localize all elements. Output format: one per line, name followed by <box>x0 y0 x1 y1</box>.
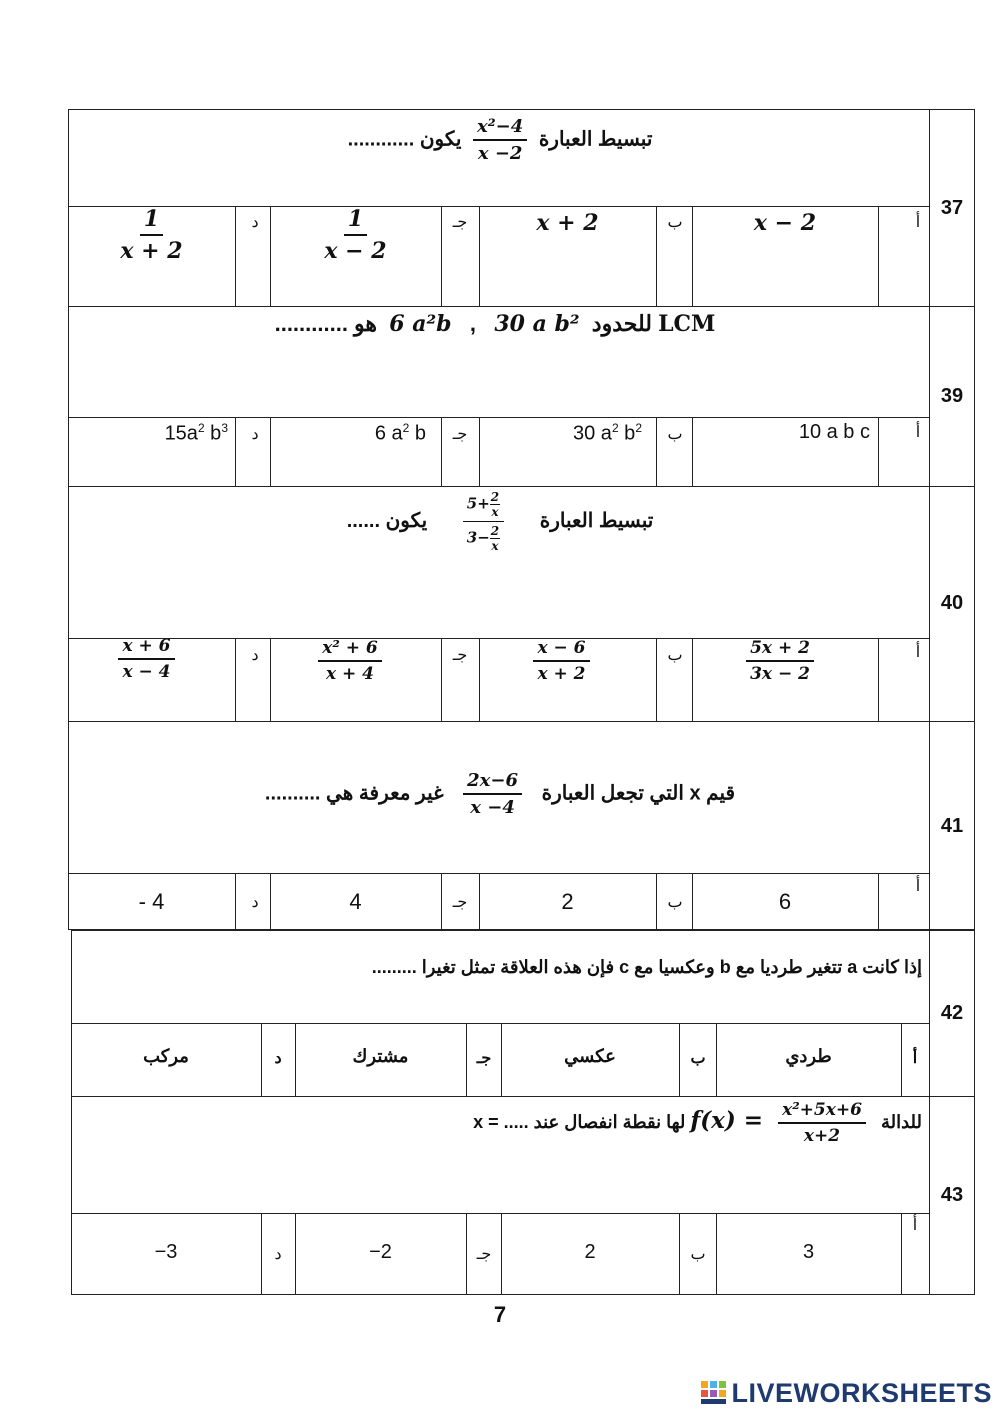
term: 30 a b² <box>494 311 580 337</box>
fraction-denominator: 3x − 2 <box>750 664 810 684</box>
fraction-numerator: 5+ $\frac{2}{x}$ <box>463 490 504 522</box>
question-text-part: للحدود <box>591 311 652 336</box>
option-label-c: جـ <box>476 1050 492 1067</box>
fraction-numerator: 2x−6 <box>463 770 522 795</box>
fraction-denominator: x + 2 <box>537 664 586 684</box>
fraction-numerator: x²+5x+6 <box>778 1100 866 1124</box>
fraction-numerator: 5x + 2 <box>746 638 814 662</box>
option-label-a: أ <box>915 878 921 895</box>
question-number: 43 <box>940 1184 964 1206</box>
cell-divider <box>656 417 657 486</box>
complex-fraction <box>463 490 504 553</box>
cell-divider <box>692 417 693 486</box>
cell-divider <box>878 638 879 721</box>
fraction <box>318 638 382 684</box>
question-text: إذا كانت a تتغير طرديا مع b وعكسيا مع c فإن هذه العلاقة تمثل تغيرا ......... <box>371 957 922 977</box>
option-c[interactable] <box>270 638 430 684</box>
option-label-d: د <box>251 894 259 911</box>
option-label-d: د <box>251 647 259 664</box>
question-text-part: لها نقطة انفصال عند ..... = x <box>473 1111 686 1132</box>
fraction <box>533 638 589 684</box>
fraction-numerator: x − 6 <box>533 638 589 662</box>
row-divider <box>68 486 975 487</box>
options-divider <box>71 1023 929 1024</box>
question-number: 39 <box>940 385 964 407</box>
question-text-part: غير معرفة هي .......... <box>264 782 444 805</box>
option-a[interactable]: x − 2 <box>753 210 817 236</box>
option-label-d: د <box>251 214 259 231</box>
cell-divider <box>878 206 879 306</box>
option-label-a: أ <box>915 424 921 441</box>
option-label-b: ب <box>690 1050 706 1067</box>
row-divider <box>71 1096 975 1097</box>
lcm-label: LCM <box>658 311 716 337</box>
cell-divider <box>656 638 657 721</box>
question-number: 37 <box>940 197 964 219</box>
option-d[interactable]: - 4 <box>138 889 165 914</box>
cell-divider <box>679 1023 680 1096</box>
question-text-part: يكون ...... <box>346 509 428 532</box>
question-text <box>200 311 790 337</box>
question-text <box>290 490 710 553</box>
number-column-divider <box>929 109 930 930</box>
option-c[interactable]: مشترك <box>352 1046 409 1066</box>
option-label-b: ب <box>667 426 683 443</box>
function-label: f(x) = <box>690 1106 764 1134</box>
option-c[interactable] <box>270 206 441 264</box>
option-a[interactable]: 6 <box>778 889 792 914</box>
option-label-b: ب <box>667 647 683 664</box>
cell-divider <box>235 206 236 306</box>
cell-divider <box>235 873 236 930</box>
option-a[interactable]: طردي <box>785 1046 832 1066</box>
question-text <box>220 770 780 818</box>
option-b[interactable]: 2 <box>584 1241 596 1263</box>
options-divider <box>68 417 929 418</box>
option-label-c: جـ <box>452 647 468 664</box>
brand-name: LIVEWORKSHEETS <box>731 1378 992 1408</box>
fraction <box>320 206 390 264</box>
liveworksheets-logo-icon <box>701 1381 727 1405</box>
fraction <box>116 206 186 264</box>
option-label-a: أ <box>915 644 921 661</box>
cell-divider <box>441 873 442 930</box>
option-label-a: أ <box>912 1217 918 1234</box>
cell-divider <box>466 1213 467 1295</box>
option-b[interactable]: 30 $a^2$ $b^2$ <box>573 421 642 445</box>
option-label-b: ب <box>690 1246 706 1263</box>
fraction-denominator: x −4 <box>470 797 515 818</box>
option-label-b: ب <box>667 214 683 231</box>
fraction-numerator: x² + 6 <box>318 638 382 662</box>
options-divider <box>68 873 929 874</box>
option-d[interactable] <box>68 206 235 264</box>
fraction-numerator: 1 <box>344 206 367 236</box>
option-a[interactable]: 10 a b c <box>798 421 870 443</box>
fraction-denominator: x + 4 <box>325 664 375 684</box>
fraction-denominator: x + 2 <box>120 238 183 264</box>
option-a[interactable] <box>692 638 868 684</box>
cell-divider <box>656 206 657 306</box>
fraction-denominator: x −2 <box>477 143 523 164</box>
cell-divider <box>466 1023 467 1096</box>
option-c[interactable]: 6 $a^2$ b <box>374 421 426 445</box>
fraction <box>746 638 814 684</box>
question-text-part: يكون ............ <box>347 128 462 151</box>
cell-divider <box>270 417 271 486</box>
question-text-part: هو ............ <box>274 311 378 336</box>
cell-divider <box>441 206 442 306</box>
brand-logo[interactable] <box>701 1378 992 1409</box>
option-b[interactable]: x + 2 <box>536 210 599 236</box>
question-number: 41 <box>940 815 964 837</box>
row-divider <box>68 721 975 722</box>
cell-divider <box>261 1023 262 1096</box>
fraction-denominator: 3− $\frac{2}{x}$ <box>466 524 500 553</box>
option-c[interactable]: −2 <box>369 1241 392 1263</box>
option-d[interactable]: مركب <box>143 1046 189 1066</box>
option-label-d: د <box>274 1246 282 1263</box>
options-divider <box>71 1213 929 1214</box>
option-label-c: جـ <box>452 894 468 911</box>
option-b[interactable] <box>479 638 644 684</box>
row-divider <box>68 306 975 307</box>
option-d[interactable]: $15a^2$ $b^3$ <box>164 421 228 445</box>
option-label-c: جـ <box>452 214 468 231</box>
fraction-numerator: 1 <box>140 206 163 236</box>
option-d[interactable] <box>68 636 225 682</box>
option-label-c: جـ <box>452 426 468 443</box>
cell-divider <box>878 873 879 930</box>
fraction-denominator: x − 4 <box>122 662 171 682</box>
cell-divider <box>479 417 480 486</box>
term: 6 a²b <box>389 311 452 337</box>
question-number: 40 <box>940 592 964 614</box>
question-text-part: تبسيط العبارة <box>539 509 654 532</box>
cell-divider <box>679 1213 680 1295</box>
option-label-d: د <box>251 426 259 443</box>
option-b[interactable]: 2 <box>561 889 574 914</box>
cell-divider <box>261 1213 262 1295</box>
fraction-denominator: x − 2 <box>324 238 387 264</box>
question-text <box>300 116 700 164</box>
option-a[interactable]: 3 <box>802 1241 815 1263</box>
fraction-numerator: x + 6 <box>118 636 174 660</box>
option-label-c: جـ <box>476 1246 492 1263</box>
fraction <box>473 116 527 164</box>
cell-divider <box>656 873 657 930</box>
option-b[interactable]: عكسي <box>564 1046 616 1066</box>
cell-divider <box>878 417 879 486</box>
option-label-d: د <box>274 1050 282 1067</box>
option-d[interactable]: −3 <box>154 1241 178 1263</box>
question-text-part: قيم x التي تجعل العبارة <box>541 782 736 805</box>
cell-divider <box>441 638 442 721</box>
fraction <box>118 636 174 682</box>
option-c[interactable]: 4 <box>349 889 362 914</box>
option-label-a: أ <box>915 214 921 231</box>
fraction-denominator: x+2 <box>803 1126 841 1146</box>
option-label-b: ب <box>667 894 683 911</box>
fraction-numerator: x²−4 <box>473 116 527 141</box>
question-text <box>380 1100 922 1146</box>
number-column-divider <box>929 930 930 1295</box>
fraction <box>778 1100 866 1146</box>
cell-divider <box>441 417 442 486</box>
question-text-part: للدالة <box>880 1111 922 1132</box>
cell-divider <box>235 638 236 721</box>
cell-divider <box>235 417 236 486</box>
page-number: 7 <box>493 1302 507 1327</box>
fraction <box>463 770 522 818</box>
question-text-part: تبسيط العبارة <box>538 128 653 151</box>
separator: , <box>469 311 476 336</box>
question-number: 42 <box>940 1002 964 1024</box>
option-label-a: أ <box>912 1050 918 1067</box>
